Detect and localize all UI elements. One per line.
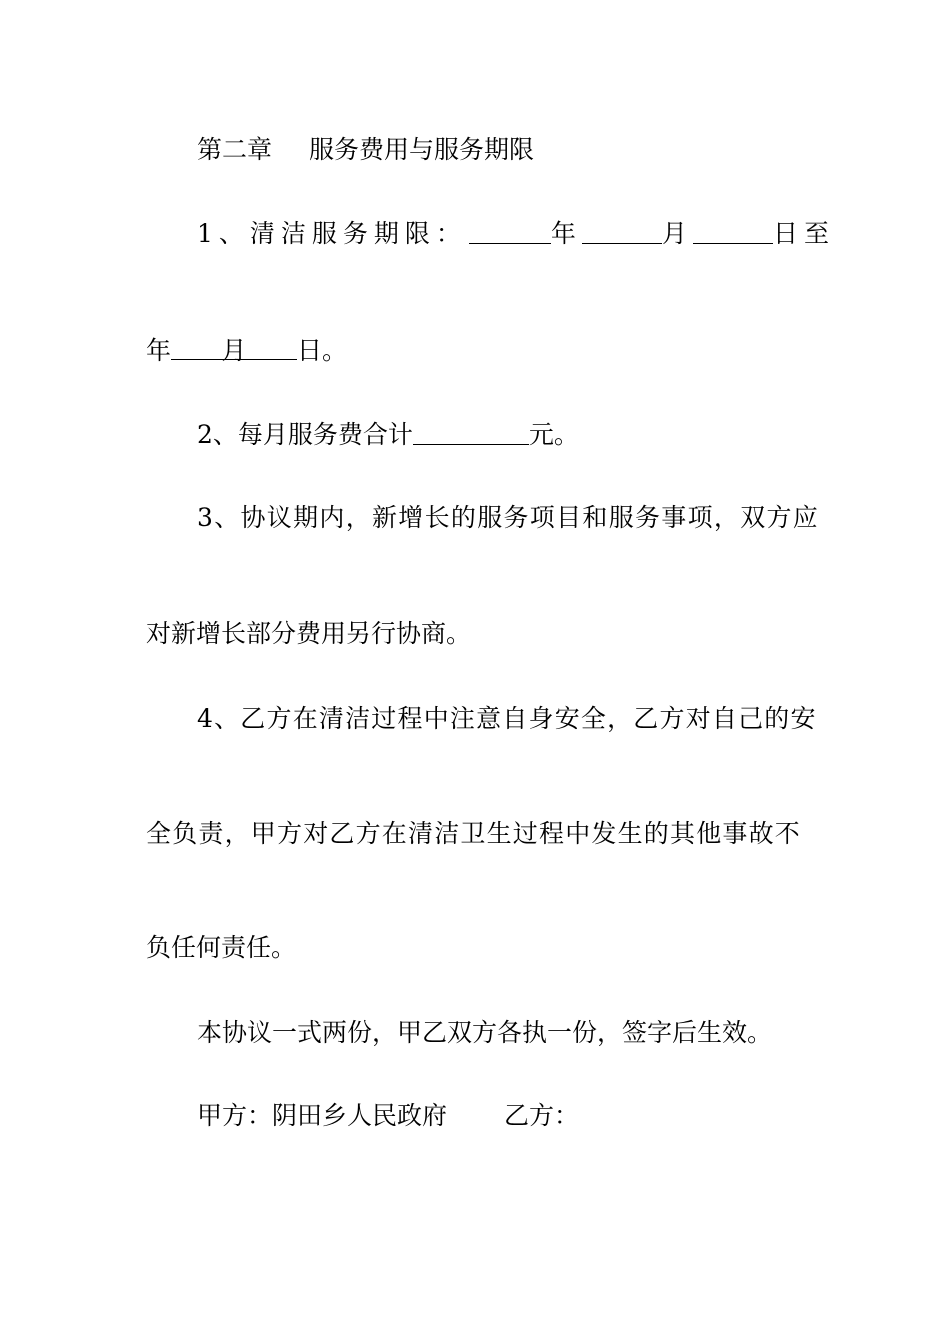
start-year-unit: 年 bbox=[550, 219, 582, 248]
party-a-name: 阴田乡人民政府 bbox=[272, 1101, 448, 1130]
start-month-unit: 月 bbox=[661, 219, 693, 248]
chapter-number: 第二章 bbox=[197, 135, 273, 164]
party-b-label: 乙方： bbox=[504, 1101, 580, 1130]
clause-4-line-2: 全负责，甲方对乙方在清洁卫生过程中发生的其他事故不 bbox=[146, 819, 802, 848]
party-a-label: 甲方： bbox=[197, 1101, 273, 1130]
clause-1-line-1 bbox=[197, 218, 835, 250]
start-month-blank bbox=[582, 221, 662, 244]
clause-1-label: 1、清洁服务期限： bbox=[197, 219, 467, 248]
end-year-unit: 年 bbox=[146, 336, 172, 365]
chapter-title: 服务费用与服务期限 bbox=[309, 135, 535, 164]
end-day-unit: 日。 bbox=[297, 336, 348, 365]
clause-4-line-3: 负任何责任。 bbox=[146, 933, 297, 962]
clause-1-line-2 bbox=[146, 335, 347, 367]
end-month-blank bbox=[171, 336, 297, 365]
clause-3-line-1: 3、协议期内，新增长的服务项目和服务事项，双方应 bbox=[197, 503, 820, 532]
start-day-to: 日至 bbox=[772, 219, 835, 248]
clause-2-suffix: 元。 bbox=[528, 420, 579, 449]
clause-2-prefix: 2、每月服务费合计 bbox=[197, 420, 413, 449]
start-day-blank bbox=[693, 221, 773, 244]
clause-2 bbox=[197, 419, 579, 451]
monthly-fee-blank bbox=[413, 422, 529, 445]
end-month-unit: 月 bbox=[221, 336, 247, 365]
clause-3-line-2: 对新增长部分费用另行协商。 bbox=[146, 619, 472, 648]
closing-statement: 本协议一式两份，甲乙双方各执一份，签字后生效。 bbox=[197, 1018, 773, 1047]
clause-4-line-1: 4、乙方在清洁过程中注意自身安全，乙方对自己的安 bbox=[197, 704, 817, 733]
start-year-blank bbox=[469, 221, 551, 244]
signature-line bbox=[197, 1100, 579, 1132]
chapter-heading bbox=[197, 134, 534, 166]
